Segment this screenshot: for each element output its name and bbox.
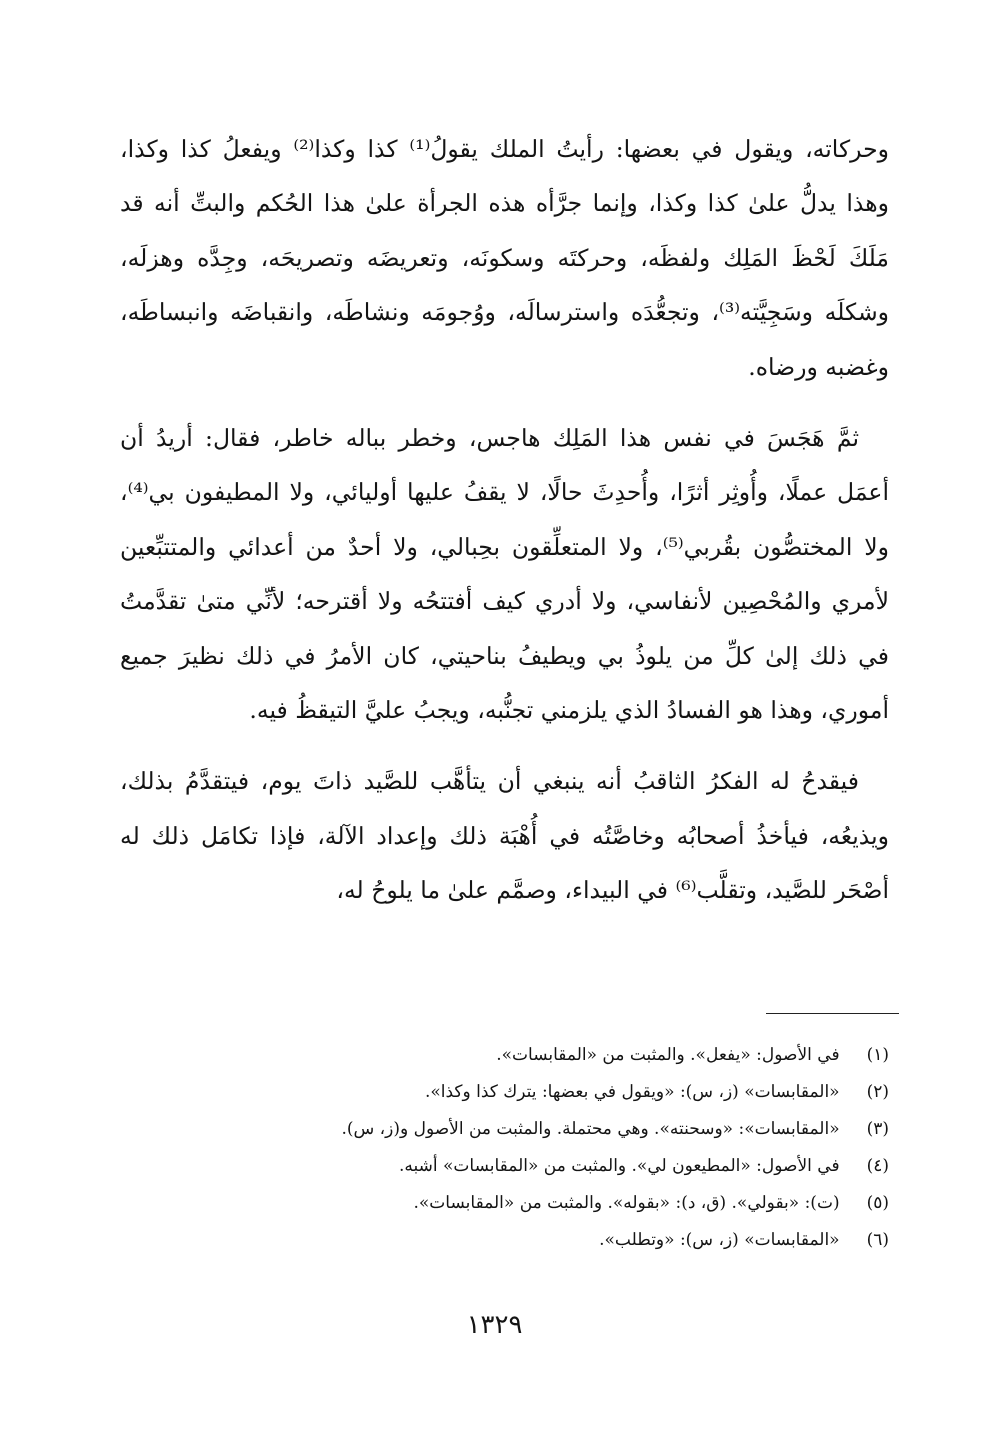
- footnote-3: [100, 1111, 889, 1148]
- footnote-number: (٢): [866, 1082, 889, 1102]
- footnote-text: «المقابسات» (ز، س): «ويقول في بعضها: يترك كذا وكذا».: [424, 1082, 840, 1102]
- footnote-text: «المقابسات» (ز، س): «وتطلب».: [599, 1230, 840, 1250]
- paragraph-2: ثمَّ هَجَسَ في نفس هذا المَلِك هاجس، وخطر بباله خاطر، فقال: أريدُ أن أعمَل عملًا، وأُوثِر أثرًا، وأُحدِثَ حالًا، لا يقفُ عليها أوليائي، ولا المطيفون بي⁽⁴⁾، ولا المختصُّون بقُربي⁽⁵⁾، ولا المتعلِّقون بحِبالي، ولا أحدٌ من أعدائي والمتتبِّعين لأمري والمُحْصِين لأنفاسي، ولا أدري كيف أفتتحُه ولا أقترحه؛ لأنِّي متىٰ تقدَّمتُ في ذلك إلىٰ كلِّ من يلوذُ بي ويطيفُ بناحيتي، كان الأمرُ في ذلك نظيرَ جميع أموري، وهذا هو الفسادُ الذي يلزمني تجنُّبه، ويجبُ عليَّ التيقظُ فيه.: [120, 424, 889, 725]
- footnote-5: [100, 1185, 889, 1222]
- footnotes: [100, 1037, 889, 1259]
- footnote-number: (٦): [866, 1230, 889, 1250]
- footnote-text: (ت): «بقولي». (ق، د): «بقوله». والمثبت من «المقابسات».: [413, 1193, 840, 1213]
- page-number: ١٣٢٩: [466, 1310, 523, 1340]
- footnote-2: [100, 1074, 889, 1111]
- footnote-text: في الأصول: «المطيعون لي». والمثبت من «المقابسات» أشبه.: [398, 1156, 840, 1176]
- paragraph-3: فيقدحُ له الفكرُ الثاقبُ أنه ينبغي أن يتأهَّب للصَّيد ذاتَ يوم، فيتقدَّمُ بذلك، ويذيعُه، فيأخذُ أصحابُه وخاصَّتُه في أُهْبَة ذلك وإعداد الآلة، فإذا تكامَل ذلك له أصْحَر للصَّيد، وتقلَّب⁽⁶⁾ في البيداء، وصمَّم علىٰ ما يلوحُ له،: [120, 767, 889, 905]
- footnote-6: [100, 1222, 889, 1259]
- footnote-4: [100, 1148, 889, 1185]
- footnote-text: في الأصول: «يفعل». والمثبت من «المقابسات».: [496, 1045, 840, 1065]
- footnote-separator: [766, 1013, 899, 1014]
- footnote-number: (١): [866, 1045, 889, 1065]
- footnote-number: (٤): [866, 1156, 889, 1176]
- footnote-text: «المقابسات»: «وسحنته». وهي محتملة. والمثبت من الأصول و(ز، س).: [341, 1119, 840, 1139]
- footnote-number: (٥): [866, 1193, 889, 1213]
- main-text: [120, 122, 889, 918]
- paragraph-1: وحركاته، ويقول في بعضها: رأيتُ الملك يقولُ⁽¹⁾ كذا وكذا⁽²⁾ ويفعلُ كذا وكذا، وهذا يدلُّ علىٰ كذا وكذا، وإنما جرَّأه هذه الجرأة علىٰ هذا الحُكم والبتِّ أنه قد مَلَكَ لَحْظَ المَلِك ولفظَه، وحركتَه وسكونَه، وتعريضَه وتصريحَه، وجِدَّه وهزلَه، وشكلَه وسَجِيَّته⁽³⁾، وتجعُّدَه واسترسالَه، ووُجومَه ونشاطَه، وانقباضَه وانبساطَه، وغضبه ورضاه.: [120, 135, 890, 381]
- footnote-1: [100, 1037, 889, 1074]
- footnote-number: (٣): [866, 1119, 889, 1139]
